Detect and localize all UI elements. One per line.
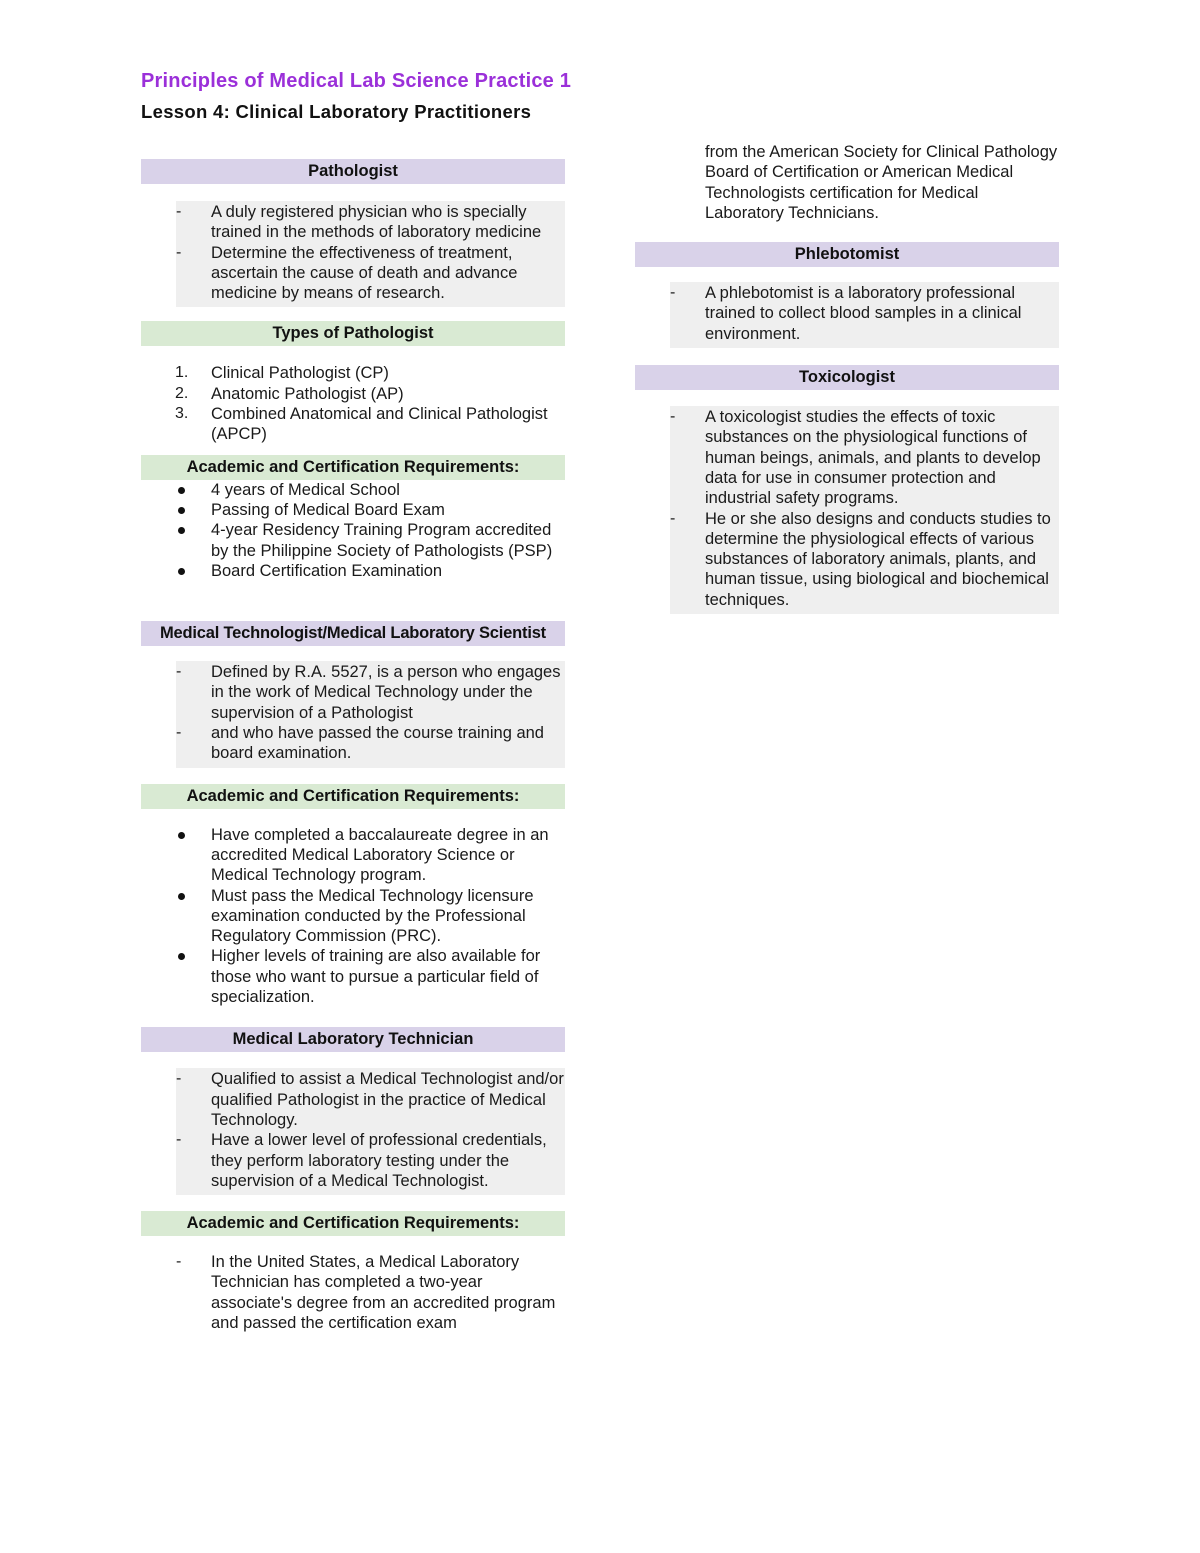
pathologist-item-2: Determine the effectiveness of treatment, ascertain the cause of death and advance medicine by means of research.: [211, 243, 518, 303]
list-item: [176, 723, 565, 764]
lesson-subtitle: Lesson 4: Clinical Laboratory Practitioners: [141, 101, 532, 122]
left-column: [141, 142, 565, 1333]
number-marker: 3.: [175, 405, 189, 423]
phlebotomist-box: [670, 282, 1059, 348]
list-item: [670, 509, 1059, 610]
dash-marker: -: [176, 724, 182, 742]
medtech-requirements-list: [141, 825, 565, 1008]
list-item: [141, 520, 565, 561]
bullet-icon: [178, 893, 185, 900]
dash-marker: -: [176, 1070, 182, 1088]
continuation-text: from the American Society for Clinical Pathology Board of Certification or American Medical Technologists certification for Medical Laboratory Technicians.: [705, 143, 1058, 222]
bullet-icon: [178, 568, 185, 575]
requirement-item: Have completed a baccalaureate degree in an accredited Medical Laboratory Science or Medical Technology program.: [211, 825, 549, 885]
list-item: [176, 662, 565, 723]
toxicologist-item-1: A toxicologist studies the effects of toxic substances on the physiological functions of human beings, animals, and plants to develop data for use in consumer protection and industrial safety programs.: [705, 408, 1041, 508]
list-item: [670, 283, 1059, 344]
types-list: [141, 363, 565, 444]
pathologist-requirements-header: Academic and Certification Requirements:: [141, 455, 565, 480]
bullet-icon: [178, 527, 185, 534]
dash-marker: -: [670, 284, 676, 302]
right-column: [635, 142, 1059, 614]
phlebotomist-header: Phlebotomist: [635, 242, 1059, 267]
toxicologist-header: Toxicologist: [635, 365, 1059, 390]
dash-marker: -: [176, 663, 182, 681]
list-item: [141, 363, 565, 383]
list-item: [141, 404, 565, 445]
document-title: Principles of Medical Lab Science Practice 1: [141, 70, 572, 92]
list-item: [176, 1069, 565, 1130]
medtech-item-1: Defined by R.A. 5527, is a person who engages in the work of Medical Technology under the supervision of a Pathologist: [211, 663, 561, 722]
toxicologist-box: [670, 406, 1059, 614]
list-item: [176, 1130, 565, 1191]
pathologist-requirements-list: [141, 480, 565, 581]
bullet-icon: [178, 487, 185, 494]
bullet-icon: [178, 953, 185, 960]
list-item: [141, 500, 565, 520]
phlebotomist-item-1: A phlebotomist is a laboratory professional trained to collect blood samples in a clinical environment.: [705, 284, 1022, 343]
requirement-item: 4-year Residency Training Program accredited by the Philippine Society of Pathologists (PSP): [211, 521, 553, 560]
technician-header: Medical Laboratory Technician: [141, 1027, 565, 1052]
list-item: [141, 1252, 565, 1333]
list-item: [141, 384, 565, 404]
technician-item-2: Have a lower level of professional credentials, they perform laboratory testing under the supervision of a Medical Technologist.: [211, 1131, 547, 1190]
requirement-item: Board Certification Examination: [211, 561, 443, 580]
technician-requirements-header: Academic and Certification Requirements:: [141, 1211, 565, 1236]
type-item-3: Combined Anatomical and Clinical Pathologist (APCP): [211, 405, 548, 444]
dash-marker: -: [176, 1253, 182, 1271]
number-marker: 2.: [175, 384, 189, 402]
dash-marker: -: [176, 243, 182, 261]
pathologist-item-1: A duly registered physician who is specially trained in the methods of laboratory medicine: [211, 203, 542, 242]
type-item-2: Anatomic Pathologist (AP): [211, 384, 404, 403]
number-marker: 1.: [175, 364, 189, 382]
list-item: [176, 202, 565, 243]
list-item: [141, 946, 565, 1007]
types-header: Types of Pathologist: [141, 321, 565, 346]
medtech-box: [176, 661, 565, 767]
requirement-item: Higher levels of training are also available for those who want to pursue a particular field of specialization.: [211, 947, 541, 1007]
pathologist-box: [176, 201, 565, 307]
requirement-item: Must pass the Medical Technology licensure examination conducted by the Professional Regulatory Commission (PRC).: [211, 886, 534, 946]
medtech-header: Medical Technologist/Medical Laboratory Scientist: [141, 621, 565, 646]
list-item: [141, 886, 565, 947]
medtech-item-2: and who have passed the course training and board examination.: [211, 724, 544, 763]
dash-marker: -: [670, 408, 676, 426]
requirement-item: Passing of Medical Board Exam: [211, 500, 445, 519]
requirement-item: 4 years of Medical School: [211, 480, 400, 499]
requirement-item: In the United States, a Medical Laboratory Technician has completed a two-year associate's degree from an accredited program and passed the certification exam: [211, 1253, 556, 1332]
technician-requirements-list: [141, 1252, 565, 1333]
dash-marker: -: [670, 509, 676, 527]
list-item: [141, 825, 565, 886]
technician-item-1: Qualified to assist a Medical Technologist and/or qualified Pathologist in the practice of Medical Technology.: [211, 1070, 564, 1129]
toxicologist-item-2: He or she also designs and conducts studies to determine the physiological effects of various substances of laboratory animals, plants, and human tissue, using biological and biochemical techniques.: [705, 509, 1051, 609]
type-item-1: Clinical Pathologist (CP): [211, 364, 389, 383]
bullet-icon: [178, 507, 185, 514]
medtech-requirements-header: Academic and Certification Requirements:: [141, 784, 565, 809]
bullet-icon: [178, 832, 185, 839]
dash-marker: -: [176, 1131, 182, 1149]
dash-marker: -: [176, 203, 182, 220]
list-item: [176, 243, 565, 304]
pathologist-header: Pathologist: [141, 159, 565, 184]
list-item: [141, 561, 565, 581]
list-item: [141, 480, 565, 500]
technician-box: [176, 1068, 565, 1195]
list-item: [670, 407, 1059, 508]
